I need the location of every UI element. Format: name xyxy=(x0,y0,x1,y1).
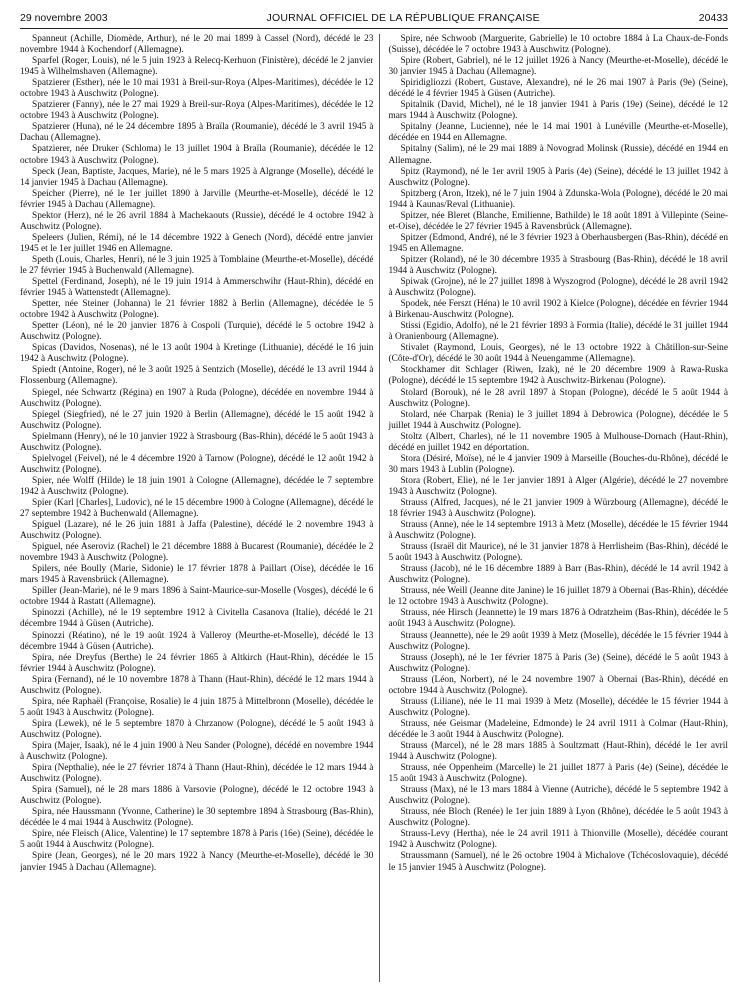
entry: Speicher (Pierre), né le 1er juillet 1890 à Jarville (Meurthe-et-Moselle), décédé le 12 février 1945 à Dachau (Allemagne). xyxy=(20,188,374,210)
entry: Spitzberg (Aron, Itzek), né le 7 juin 1904 à Zdunska-Wola (Pologne), décédé le 20 mai 1944 à Kaunas/Reval (Lithuanie). xyxy=(388,188,728,210)
entry: Spitalny (Salim), né le 29 mai 1889 à Novograd Molinsk (Russie), décédé en 1944 en Allemagne. xyxy=(388,144,728,166)
entry: Spitalny (Jeanne, Lucienne), née le 14 mai 1901 à Lunéville (Meurthe-et-Moselle), décédée en 1944 en Allemagne. xyxy=(388,122,728,144)
entry: Spira (Fernand), né le 10 novembre 1878 à Thann (Haut-Rhin), décédé le 12 mars 1944 à Auschwitz (Pologne). xyxy=(20,674,374,696)
entry: Spitzer (Roland), né le 30 décembre 1935 à Strasbourg (Bas-Rhin), décédé le 18 avril 1944 à Auschwitz (Pologne). xyxy=(388,254,728,276)
entry: Spatzierer (Huna), né le 24 décembre 1895 à Braïla (Roumanie), décédé le 3 avril 1945 à Dachau (Allemagne). xyxy=(20,122,374,144)
entry: Spetter, née Steiner (Johanna) le 21 février 1882 à Berlin (Allemagne), décédée le 5 octobre 1942 à Auschwitz (Pologne). xyxy=(20,299,374,321)
entry: Spetter (Léon), né le 20 janvier 1876 à Cospoli (Turquie), décédé le 5 octobre 1942 à Auschwitz (Pologne). xyxy=(20,321,374,343)
entry: Stissi (Egidio, Adolfo), né le 21 février 1893 à Formia (Italie), décédé le 31 juillet 1944 à Oranienbourg (Allemagne). xyxy=(388,321,728,343)
entry: Spiguel, née Aseroviz (Rachel) le 21 décembre 1888 à Bucarest (Roumanie), décédée le 2 novembre 1943 à Auschwitz (Pologne). xyxy=(20,542,374,564)
right-column xyxy=(379,34,728,982)
entry: Spodek, née Ferszt (Héna) le 10 avril 1902 à Kielce (Pologne), décédée en février 1944 à Birkenau-Auschwitz (Pologne). xyxy=(388,299,728,321)
entry: Spitz (Raymond), né le 1er avril 1905 à Paris (4e) (Seine), décédé le 13 juillet 1942 à Auschwitz (Pologne). xyxy=(388,166,728,188)
entry: Spiegel, née Schwartz (Régina) en 1907 à Ruda (Pologne), décédée en novembre 1944 à Auschwitz (Pologne). xyxy=(20,387,374,409)
header-rule xyxy=(20,28,728,29)
entry: Spitzer, née Bleret (Blanche, Emilienne, Bathilde) le 18 août 1891 à Villepinte (Seine-et-Oise), décédée le 27 février 1945 à Ravensbrück (Allemagne). xyxy=(388,210,728,232)
entry: Spiller (Jean-Marie), né le 9 mars 1896 à Saint-Maurice-sur-Moselle (Vosges), décédé le 6 octobre 1944 à Rastatt (Allemagne). xyxy=(20,586,374,608)
entry: Spielmann (Henry), né le 10 janvier 1922 à Strasbourg (Bas-Rhin), décédé le 5 août 1943 à Auschwitz (Pologne). xyxy=(20,431,374,453)
entry: Strauss, née Hirsch (Jeannette) le 19 mars 1876 à Odratzheim (Bas-Rhin), décédée le 5 août 1943 à Auschwitz (Pologne). xyxy=(388,608,728,630)
entry: Spiwak (Grojne), né le 27 juillet 1898 à Wyszogrod (Pologne), décédé le 28 avril 1942 à Auschwitz (Pologne). xyxy=(388,277,728,299)
entry: Spira, née Haussmann (Yvonne, Catherine) le 30 septembre 1894 à Strasbourg (Bas-Rhin), décédée le 4 mai 1944 à Auschwitz (Pologne). xyxy=(20,807,374,829)
entry: Spira, née Dreyfus (Berthe) le 24 février 1865 à Altkirch (Haut-Rhin), décédée le 15 février 1944 à Auschwitz (Pologne). xyxy=(20,652,374,674)
entry: Speth (Louis, Charles, Henri), né le 3 juin 1925 à Tomblaine (Meurthe-et-Moselle), décédé le 27 février 1945 à Buchenwald (Allemagne). xyxy=(20,254,374,276)
entry: Stora (Robert, Elie), né le 1er janvier 1891 à Alger (Algérie), décédé le 27 novembre 1943 à Auschwitz (Pologne). xyxy=(388,475,728,497)
entry: Strauss, née Geismar (Madeleine, Edmonde) le 24 avril 1911 à Colmar (Haut-Rhin), décédée le 3 août 1944 à Auschwitz (Pologne). xyxy=(388,718,728,740)
entry: Spire, née Schwoob (Marguerite, Gabrielle) le 10 octobre 1884 à La Chaux-de-Fonds (Suisse), décédée le 7 octobre 1943 à Auschwitz (Pologne). xyxy=(388,34,728,56)
entry: Spatzierer (Esther), née le 10 mai 1931 à Breil-sur-Roya (Alpes-Maritimes), décédée le 12 octobre 1943 à Auschwitz (Pologne). xyxy=(20,78,374,100)
entry: Spanneut (Achille, Diomède, Arthur), né le 20 mai 1899 à Cassel (Nord), décédé le 23 novembre 1944 à Kochendorf (Allemagne). xyxy=(20,34,374,56)
entry: Stivalet (Raymond, Louis, Georges), né le 13 octobre 1922 à Châtillon-sur-Seine (Côte-d'Or), décédé le 30 août 1944 à Neuengamme (Allemagne). xyxy=(388,343,728,365)
entry: Strauss (Anne), née le 14 septembre 1913 à Metz (Moselle), décédée le 15 février 1944 à Auschwitz (Pologne). xyxy=(388,520,728,542)
entry: Strauss (Joseph), né le 1er février 1875 à Paris (3e) (Seine), décédé le 5 août 1943 à Auschwitz (Pologne). xyxy=(388,652,728,674)
header-date: 29 novembre 2003 xyxy=(20,12,108,24)
entry: Stora (Désiré, Moïse), né le 4 janvier 1909 à Marseille (Bouches-du-Rhône), décédé le 30 mars 1943 à Lublin (Pologne). xyxy=(388,453,728,475)
entry: Spire (Robert, Gabriel), né le 12 juillet 1926 à Nancy (Meurthe-et-Moselle), décédé le 30 janvier 1945 à Dachau (Allemagne). xyxy=(388,56,728,78)
entry: Speck (Jean, Baptiste, Jacques, Marie), né le 5 mars 1925 à Algrange (Moselle), décédé le 14 janvier 1945 à Dachau (Allemagne). xyxy=(20,166,374,188)
entry: Spitzer (Edmond, André), né le 3 février 1923 à Oberhausbergen (Bas-Rhin), décédé en 1945 en Allemagne. xyxy=(388,232,728,254)
entry: Stolard, née Charpak (Renia) le 3 juillet 1894 à Debrowica (Pologne), décédée le 5 juillet 1944 à Auschwitz (Pologne). xyxy=(388,409,728,431)
entry: Strauss, née Weill (Jeanne dite Janine) le 16 juillet 1879 à Obernai (Bas-Rhin), décédée le 12 octobre 1943 à Auschwitz (Pologne). xyxy=(388,586,728,608)
entry: Spilers, née Boully (Marie, Sidonie) le 17 février 1878 à Paillart (Oise), décédée le 16 mars 1945 à Ravensbrück (Allemagne). xyxy=(20,564,374,586)
entry: Spicas (Davidos, Nosenas), né le 13 août 1904 à Kretinge (Lithuanie), décédé le 16 juin 1942 à Auschwitz (Pologne). xyxy=(20,343,374,365)
entry: Spettel (Ferdinand, Joseph), né le 19 juin 1914 à Ammerschwihr (Haut-Rhin), décédé en février 1945 à Wattenstedt (Allemagne). xyxy=(20,277,374,299)
entry: Strauss (Liliane), née le 11 mai 1939 à Metz (Moselle), décédée le 15 février 1944 à Auschwitz (Pologne). xyxy=(388,696,728,718)
entry: Spira (Nepthalie), née le 27 février 1874 à Thann (Haut-Rhin), décédée le 12 mars 1944 à Auschwitz (Pologne). xyxy=(20,763,374,785)
entry: Strauss (Jeannette), née le 29 août 1939 à Metz (Moselle), décédée le 15 février 1944 à Auschwitz (Pologne). xyxy=(388,630,728,652)
entry: Spiridigliozzi (Robert, Gustave, Alexandre), né le 26 mai 1907 à Paris (9e) (Seine), décédé le 4 février 1945 à Güsen (Autriche). xyxy=(388,78,728,100)
entry: Spiguel (Lazare), né le 26 juin 1881 à Jaffa (Palestine), décédé le 2 novembre 1943 à Auschwitz (Pologne). xyxy=(20,520,374,542)
entry: Strauss, née Oppenheim (Marcelle) le 21 juillet 1877 à Paris (4e) (Seine), décédée le 15 août 1943 à Auschwitz (Pologne). xyxy=(388,763,728,785)
left-column xyxy=(20,34,373,982)
entry: Strauss-Levy (Hertha), née le 24 avril 1911 à Thionville (Moselle), décédée courant 1942 à Auschwitz (Pologne). xyxy=(388,829,728,851)
entry: Spatzierer (Fanny), née le 27 mai 1929 à Breil-sur-Roya (Alpes-Maritimes), décédée le 12 octobre 1943 à Auschwitz (Pologne). xyxy=(20,100,374,122)
header-title: JOURNAL OFFICIEL DE LA RÉPUBLIQUE FRANÇAISE xyxy=(266,12,540,24)
header-page-number: 20433 xyxy=(698,12,728,24)
entry: Spier (Karl [Charles], Ludovic), né le 15 décembre 1900 à Cologne (Allemagne), décédé le 27 septembre 1942 à Buchenwald (Allemagne). xyxy=(20,497,374,520)
entry: Spitalnik (David, Michel), né le 18 janvier 1941 à Paris (19e) (Seine), décédé le 12 mars 1944 à Auschwitz (Pologne). xyxy=(388,100,728,122)
entry: Spira, née Raphaël (Françoise, Rosalie) le 4 juin 1875 à Mittelbronn (Moselle), décédée le 5 août 1943 à Auschwitz (Pologne). xyxy=(20,696,374,718)
entry: Stockhamer dit Schlager (Riwen, Izak), né le 20 décembre 1909 à Rawa-Ruska (Pologne), décédé le 15 septembre 1942 à Auschwitz-Birkenau (Pologne). xyxy=(388,365,728,387)
entry: Strauss (Jacob), né le 16 décembre 1889 à Barr (Bas-Rhin), décédé le 14 avril 1942 à Auschwitz (Pologne). xyxy=(388,564,728,586)
entry: Spinozzi (Achille), né le 19 septembre 1912 à Civitella Casanova (Italie), décédé le 21 décembre 1944 à Güsen (Autriche). xyxy=(20,608,374,630)
entry: Spinozzi (Réatino), né le 19 août 1924 à Valleroy (Meurthe-et-Moselle), décédé le 13 décembre 1944 à Güsen (Autriche). xyxy=(20,630,374,652)
entry: Spiegel (Siegfried), né le 27 juin 1920 à Berlin (Allemagne), décédé le 15 août 1942 à Auschwitz (Pologne). xyxy=(20,409,374,431)
entry: Straussmann (Samuel), né le 26 octobre 1904 à Michalove (Tchécoslovaquie), décédé le 15 janvier 1945 à Auschwitz (Pologne). xyxy=(388,851,728,873)
entry: Sparfel (Roger, Louis), né le 5 juin 1923 à Relecq-Kerhuon (Finistère), décédé le 2 janvier 1945 à Wilhelmshaven (Allemagne). xyxy=(20,56,374,78)
entry: Stolard (Borouk), né le 28 avril 1897 à Stopan (Pologne), décédé le 5 août 1944 à Auschwitz (Pologne). xyxy=(388,387,728,409)
entry: Strauss, née Bloch (Renée) le 1er juin 1889 à Lyon (Rhône), décédée le 5 août 1943 à Auschwitz (Pologne). xyxy=(388,807,728,829)
entry: Stoltz (Albert, Charles), né le 11 novembre 1905 à Mulhouse-Dornach (Haut-Rhin), décédé en juillet 1942 en déportation. xyxy=(388,431,728,453)
entry: Spektor (Herz), né le 26 avril 1884 à Machekaouts (Russie), décédé le 4 octobre 1942 à Auschwitz (Pologne). xyxy=(20,210,374,232)
entry: Spira (Samuel), né le 28 mars 1886 à Varsovie (Pologne), décédé le 12 octobre 1943 à Auschwitz (Pologne). xyxy=(20,785,374,807)
entry: Spire, née Fleisch (Alice, Valentine) le 17 septembre 1878 à Paris (16e) (Seine), décédée le 5 août 1944 à Auschwitz (Pologne). xyxy=(20,829,374,851)
entry: Strauss (Léon, Norbert), né le 24 novembre 1907 à Obernai (Bas-Rhin), décédé en octobre 1944 à Auschwitz (Pologne). xyxy=(388,674,728,696)
entry: Strauss (Max), né le 13 mars 1884 à Vienne (Autriche), décédé le 5 septembre 1942 à Auschwitz (Pologne). xyxy=(388,785,728,807)
entry: Spiedt (Antoine, Roger), né le 3 août 1925 à Sentzich (Moselle), décédé le 13 avril 1944 à Flossenburg (Allemagne). xyxy=(20,365,374,387)
page-header xyxy=(20,10,728,26)
entry: Strauss (Alfred, Jacques), né le 21 janvier 1909 à Würzbourg (Allemagne), décédé le 18 février 1943 à Auschwitz (Pologne). xyxy=(388,497,728,520)
entry: Speleers (Julien, Rémi), né le 14 décembre 1922 à Genech (Nord), décédé entre janvier 1945 et le 1er juillet 1946 en Allemagne. xyxy=(20,232,374,254)
entry: Spielvogel (Feivel), né le 4 décembre 1920 à Tarnow (Pologne), décédé le 12 août 1942 à Auschwitz (Pologne). xyxy=(20,453,374,475)
entry: Spira (Majer, Isaak), né le 4 juin 1900 à Neu Sander (Pologne), décédé en novembre 1944 à Auschwitz (Pologne). xyxy=(20,741,374,763)
entry: Strauss (Israël dit Maurice), né le 31 janvier 1878 à Herrlisheim (Bas-Rhin), décédé le 5 août 1943 à Auschwitz (Pologne). xyxy=(388,542,728,564)
entry: Strauss (Marcel), né le 28 mars 1885 à Soultzmatt (Haut-Rhin), décédé le 1er avril 1944 à Auschwitz (Pologne). xyxy=(388,741,728,763)
entry: Spire (Jean, Georges), né le 20 mars 1922 à Nancy (Meurthe-et-Moselle), décédé le 30 janvier 1945 à Dachau (Allemagne). xyxy=(20,851,374,873)
text-columns xyxy=(20,34,728,982)
entry: Spira (Lewek), né le 5 septembre 1870 à Chrzanow (Pologne), décédé le 5 août 1943 à Auschwitz (Pologne). xyxy=(20,718,374,740)
entry: Spatzierer, née Druker (Schloma) le 13 juillet 1904 à Braïla (Roumanie), décédée le 12 octobre 1943 à Auschwitz (Pologne). xyxy=(20,144,374,166)
entry: Spier, née Wolff (Hilde) le 18 juin 1901 à Cologne (Allemagne), décédée le 7 septembre 1942 à Auschwitz (Pologne). xyxy=(20,475,374,497)
